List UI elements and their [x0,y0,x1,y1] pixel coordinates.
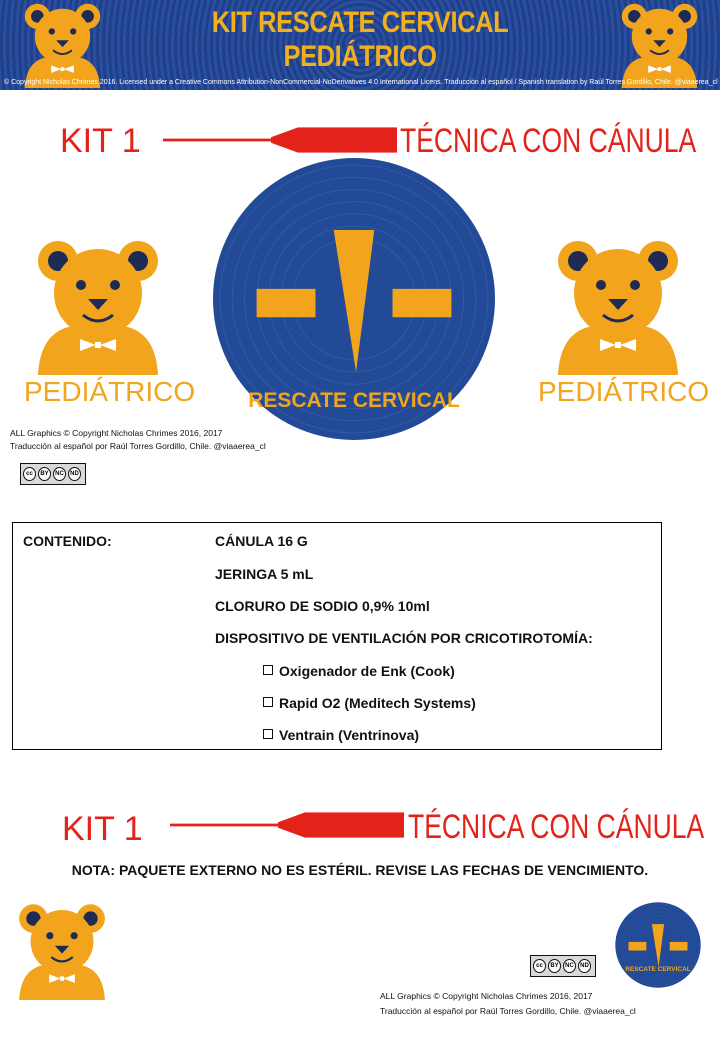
bear-icon [28,235,168,375]
rescate-cervical-logo [615,902,701,988]
pediatric-label-right: PEDIÁTRICO [538,376,710,407]
warning-note: NOTA: PAQUETE EXTERNO NO ES ESTÉRIL. REVISE LAS FECHAS DE VENCIMIENTO. [71,862,649,878]
nc-icon: NC [53,467,66,481]
logo-text: RESCATE CERVICAL [625,966,691,973]
technique-title: TÉCNICA CON CÁNULA [408,808,705,846]
rescate-cervical-logo [212,157,496,441]
content-item: DISPOSITIVO DE VENTILACIÓN POR CRICOTIROTOMÍA: [215,630,593,646]
option-label: Ventrain (Ventrinova) [279,727,420,743]
technique-title: TÉCNICA CON CÁNULA [400,122,697,160]
content-item: CÁNULA 16 G [215,533,308,549]
nc-icon: NC [563,959,576,973]
credit-line1: ALL Graphics © Copyright Nicholas Chrimes 2016, 2017 [10,428,223,438]
pediatric-label-left: PEDIÁTRICO [24,376,196,407]
contents-box [12,522,662,750]
banner-title-line1: KIT RESCATE CERVICAL [211,6,509,39]
nd-icon: ND [578,959,591,973]
by-icon: BY [38,467,51,481]
cc-license-icon [530,955,596,977]
checkbox-icon [263,665,273,675]
banner-title-line2: PEDIÁTRICO [283,40,437,73]
banner-copyright: © Copyright Nicholas Chrimes 2016. Licensed under a Creative Commons Attribution-NonCommercial-NoDerivatives 4.0 International Licens. Traducción al español / Spanish translation by Raúl Torres Gordillo, Chile. @viaaerea_cl [4,79,718,86]
option-item [263,663,455,679]
credit-line1: ALL Graphics © Copyright Nicholas Chrimes 2016, 2017 [380,991,593,1001]
option-label: Rapid O2 (Meditech Systems) [279,695,476,711]
credit-line2: Traducción al español por Raúl Torres Gordillo, Chile. @viaaerea_cl [10,441,266,451]
bear-icon [612,0,707,88]
logo-text: RESCATE CERVICAL [248,389,460,412]
checkbox-icon [263,729,273,739]
kit-label: KIT 1 [62,810,143,848]
content-item: JERINGA 5 mL [215,566,314,582]
nd-icon: ND [68,467,81,481]
by-icon: BY [548,959,561,973]
kit-label: KIT 1 [60,122,141,160]
credit-line2: Traducción al español por Raúl Torres Gordillo, Chile. @viaaerea_cl [380,1006,636,1016]
cc-icon: cc [533,959,546,973]
bear-icon [15,0,110,88]
title-banner [0,0,720,90]
cc-icon: cc [23,467,36,481]
bear-icon [548,235,688,375]
bear-icon [10,900,114,1000]
checkbox-icon [263,697,273,707]
option-label: Oxigenador de Enk (Cook) [279,663,455,679]
cannula-icon [162,807,412,843]
content-item: CLORURO DE SODIO 0,9% 10ml [215,598,430,614]
cc-license-icon [20,463,86,485]
option-item [263,727,419,743]
cannula-icon [155,122,405,158]
contents-heading: CONTENIDO: [23,533,112,549]
option-item [263,695,476,711]
